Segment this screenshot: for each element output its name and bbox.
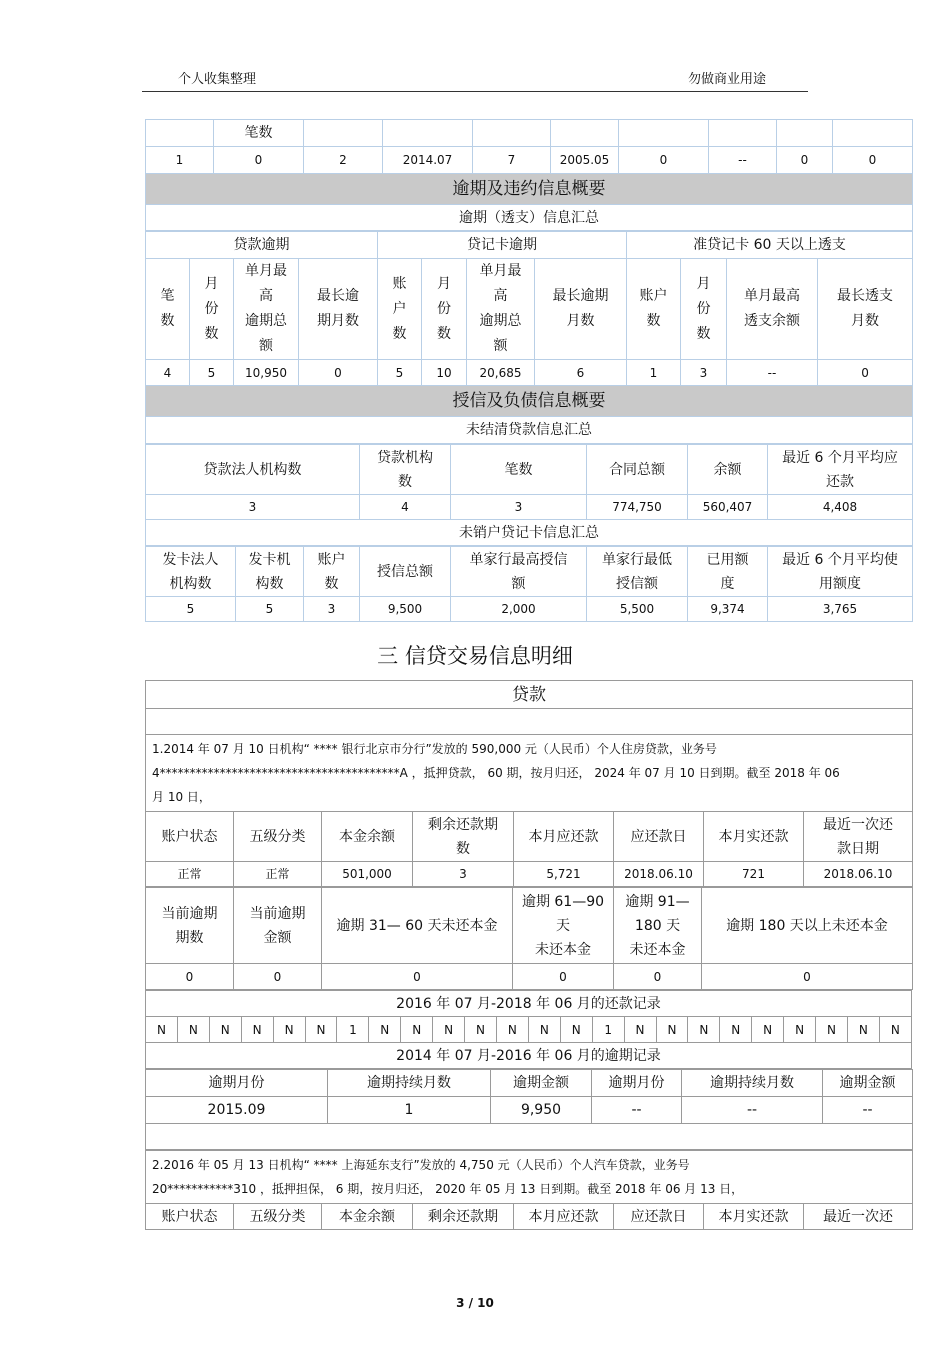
table-cell: 9,374 [688, 597, 768, 622]
table-cell: 正常 [146, 862, 234, 887]
table-cell: 7 [473, 147, 551, 174]
table-cell: 本月实还款 [704, 812, 804, 862]
col-header: 月 份 数 [422, 259, 467, 360]
table-cell: 3 [146, 495, 360, 520]
header-right: 勿做商业用途 [688, 72, 767, 87]
card-header-row [146, 547, 913, 597]
table-cell: 2015.09 [146, 1097, 328, 1124]
table-cell: 逾期金额 [491, 1070, 592, 1097]
header-left: 个人收集整理 [178, 72, 257, 87]
table-cell: 4,408 [768, 495, 913, 520]
table-cell: N [146, 1017, 178, 1043]
col-header: 账户 数 [627, 259, 681, 360]
table-cell: 2 [304, 147, 383, 174]
table-cell: 本月应还款 [514, 812, 614, 862]
table-cell: 9,500 [360, 597, 451, 622]
table-cell: 0 [322, 964, 513, 990]
table-cell: 0 [614, 964, 702, 990]
table-cell: N [847, 1017, 879, 1043]
table-cell: 逾期月份 [146, 1070, 328, 1097]
table-cell: N [177, 1017, 209, 1043]
table-cell: 逾期持续月数 [682, 1070, 823, 1097]
table-cell: 560,407 [688, 495, 768, 520]
top-row-1 [146, 120, 913, 147]
table-cell: 逾期月份 [592, 1070, 682, 1097]
table-cell: -- [727, 360, 818, 386]
table-cell: N [879, 1017, 911, 1043]
table-cell: 5 [146, 597, 236, 622]
table-cell: N [752, 1017, 784, 1043]
table-cell: 逾期 91— 180 天 未还本金 [614, 888, 702, 964]
table-cell: 5 [190, 360, 234, 386]
section-band-credit: 授信及负债信息概要 [146, 386, 913, 417]
group-semicredit-overdue: 准贷记卡 60 天以上透支 [627, 232, 913, 259]
table-cell: 0 [214, 147, 304, 174]
table-cell: N [465, 1017, 497, 1043]
loan-subtitle: 未结清贷款信息汇总 [146, 417, 913, 444]
od-header-row [146, 888, 913, 964]
acct-values-row [146, 862, 913, 887]
table-cell: -- [592, 1097, 682, 1124]
table-cell: 逾期 180 天以上未还本金 [702, 888, 913, 964]
table-cell: 774,750 [587, 495, 688, 520]
table-cell: N [273, 1017, 305, 1043]
table-cell: 本月实还款 [704, 1204, 804, 1230]
table-cell: 最近 6 个月平均使 用额度 [768, 547, 913, 597]
table-cell: 发卡法人 机构数 [146, 547, 236, 597]
overdue-record-values-row [146, 1097, 913, 1124]
table-cell: 当前逾期 金额 [234, 888, 322, 964]
table-cell: 0 [234, 964, 322, 990]
table-cell: 本金余额 [322, 1204, 413, 1230]
table-cell: 贷款机构 数 [360, 445, 451, 495]
table-cell: N [209, 1017, 241, 1043]
col-header: 月 份 数 [190, 259, 234, 360]
card-subtitle: 未销户贷记卡信息汇总 [146, 520, 913, 546]
table-cell: 贷款法人机构数 [146, 445, 360, 495]
table-cell: 单家行最高授信 额 [451, 547, 587, 597]
section-title: 三 信贷交易信息明细 [377, 644, 573, 668]
table-cell: 笔数 [451, 445, 587, 495]
loan2-description: 2.2016 年 05 月 13 日机构“ **** 上海延东支行”发放的 4,750 元（人民币）个人汽车贷款，业务号 20***********310 ，抵押担保， 6 期，按月归还， 2020 年 05 月 13 日到期。截至 2018 年 06 月 13 日， [146, 1151, 913, 1204]
table-cell: 逾期持续月数 [328, 1070, 491, 1097]
table-cell: 最近一次还 [804, 1204, 913, 1230]
table-cell: 3 [681, 360, 727, 386]
table-cell: 已用额 度 [688, 547, 768, 597]
table-cell: -- [682, 1097, 823, 1124]
table-cell: 1 [146, 147, 214, 174]
detail-table [145, 680, 912, 1230]
table-cell: N [784, 1017, 816, 1043]
table-cell: N [816, 1017, 848, 1043]
table-cell: N [241, 1017, 273, 1043]
table-cell: 3 [413, 862, 514, 887]
table-cell: 账户 数 [304, 547, 360, 597]
col-header: 月 份 数 [681, 259, 727, 360]
table-cell: 逾期 31— 60 天未还本金 [322, 888, 513, 964]
col-header: 单月最 高 逾期总 额 [467, 259, 535, 360]
table-cell: 本金余额 [322, 812, 413, 862]
overdue-record-header-row [146, 1070, 913, 1097]
card-values-row [146, 597, 913, 622]
summary-table [145, 119, 912, 622]
table-cell: 4 [360, 495, 451, 520]
table-cell: 0 [833, 147, 913, 174]
blank-row-2 [146, 1124, 913, 1150]
table-cell: 6 [535, 360, 627, 386]
col-header: 账 户 数 [378, 259, 422, 360]
section-band-overdue: 逾期及违约信息概要 [146, 174, 913, 205]
table-cell: 0 [777, 147, 833, 174]
table-cell: 应还款日 [614, 812, 704, 862]
table-cell: 721 [704, 862, 804, 887]
table-cell: 1 [627, 360, 681, 386]
acct2-header-row [146, 1204, 913, 1230]
col-header: 笔 数 [146, 259, 190, 360]
table-cell: 501,000 [322, 862, 413, 887]
table-cell: 3,765 [768, 597, 913, 622]
repay-record-title: 2016 年 07 月-2018 年 06 月的还款记录 [146, 991, 912, 1017]
table-cell: 单家行最低 授信额 [587, 547, 688, 597]
table-cell: 最近 6 个月平均应 还款 [768, 445, 913, 495]
table-cell: 五级分类 [234, 812, 322, 862]
detail-band: 贷款 [146, 681, 913, 709]
table-cell: 0 [146, 964, 234, 990]
table-cell: 正常 [234, 862, 322, 887]
cell-label: 笔数 [214, 120, 304, 147]
table-cell: 应还款日 [614, 1204, 704, 1230]
col-header: 最长透支 月数 [818, 259, 913, 360]
table-cell: 最近一次还 款日期 [804, 812, 913, 862]
overdue-values-row [146, 360, 913, 386]
table-cell: 逾期金额 [823, 1070, 913, 1097]
table-cell: 当前逾期 期数 [146, 888, 234, 964]
table-cell: 账户状态 [146, 1204, 234, 1230]
header-rule [142, 91, 808, 92]
table-cell: 0 [299, 360, 378, 386]
table-cell: N [624, 1017, 656, 1043]
table-cell: 1 [592, 1017, 624, 1043]
table-cell: 20,685 [467, 360, 535, 386]
table-cell: 逾期 61—90 天 未还本金 [513, 888, 614, 964]
table-cell: 0 [818, 360, 913, 386]
col-header: 单月最高 透支余额 [727, 259, 818, 360]
table-cell: N [496, 1017, 528, 1043]
group-loan-overdue: 贷款逾期 [146, 232, 378, 259]
repay-record-row [146, 1017, 912, 1043]
table-cell: 2014.07 [383, 147, 473, 174]
col-header: 最长逾期 月数 [535, 259, 627, 360]
table-cell: 4 [146, 360, 190, 386]
table-cell: N [656, 1017, 688, 1043]
col-header: 单月最 高 逾期总 额 [234, 259, 299, 360]
table-cell: -- [823, 1097, 913, 1124]
table-cell: 2,000 [451, 597, 587, 622]
table-cell: 5,721 [514, 862, 614, 887]
table-cell: 剩余还款期 数 [413, 812, 514, 862]
table-cell: N [433, 1017, 465, 1043]
overdue-subtitle: 逾期（透支）信息汇总 [146, 205, 913, 231]
table-cell: 五级分类 [234, 1204, 322, 1230]
table-cell: N [305, 1017, 337, 1043]
loan1-description: 1.2014 年 07 月 10 日机构“ **** 银行北京市分行”发放的 590,000 元（人民币）个人住房贷款，业务号 4****************************************A ，抵押贷款， 60 期，按月归还， 2024 年 07 月 10 日到期。截至 2018 年 06 月 10 日， [146, 735, 913, 812]
blank-row [146, 709, 913, 735]
table-cell: N [528, 1017, 560, 1043]
loan-header-row [146, 445, 913, 495]
table-cell: 余额 [688, 445, 768, 495]
table-cell: 5 [378, 360, 422, 386]
table-cell: 3 [304, 597, 360, 622]
table-cell: 2005.05 [551, 147, 619, 174]
table-cell: 0 [513, 964, 614, 990]
table-cell: N [401, 1017, 433, 1043]
table-cell: 剩余还款期 [413, 1204, 514, 1230]
table-cell: 1 [337, 1017, 369, 1043]
acct-header-row [146, 812, 913, 862]
table-cell: 0 [702, 964, 913, 990]
loan-values-row [146, 495, 913, 520]
table-cell: 3 [451, 495, 587, 520]
group-card-overdue: 贷记卡逾期 [378, 232, 627, 259]
table-cell: 5 [236, 597, 304, 622]
table-cell: 10,950 [234, 360, 299, 386]
table-cell: 10 [422, 360, 467, 386]
col-header: 最长逾 期月数 [299, 259, 378, 360]
table-cell: 发卡机 构数 [236, 547, 304, 597]
table-cell: -- [709, 147, 777, 174]
table-cell: 本月应还款 [514, 1204, 614, 1230]
overdue-header-row [146, 259, 913, 360]
od-values-row [146, 964, 913, 990]
table-cell: N [720, 1017, 752, 1043]
table-cell: 9,950 [491, 1097, 592, 1124]
table-cell: 2018.06.10 [614, 862, 704, 887]
table-cell: 1 [328, 1097, 491, 1124]
table-cell: 合同总额 [587, 445, 688, 495]
table-cell: N [560, 1017, 592, 1043]
table-cell: 2018.06.10 [804, 862, 913, 887]
page-number: 3 / 10 [456, 1296, 494, 1310]
table-cell: 0 [619, 147, 709, 174]
table-cell: 账户状态 [146, 812, 234, 862]
table-cell: 5,500 [587, 597, 688, 622]
top-row-2 [146, 147, 913, 174]
overdue-record-title: 2014 年 07 月-2016 年 06 月的逾期记录 [146, 1043, 912, 1069]
table-cell: 授信总额 [360, 547, 451, 597]
table-cell: N [688, 1017, 720, 1043]
table-cell: N [369, 1017, 401, 1043]
